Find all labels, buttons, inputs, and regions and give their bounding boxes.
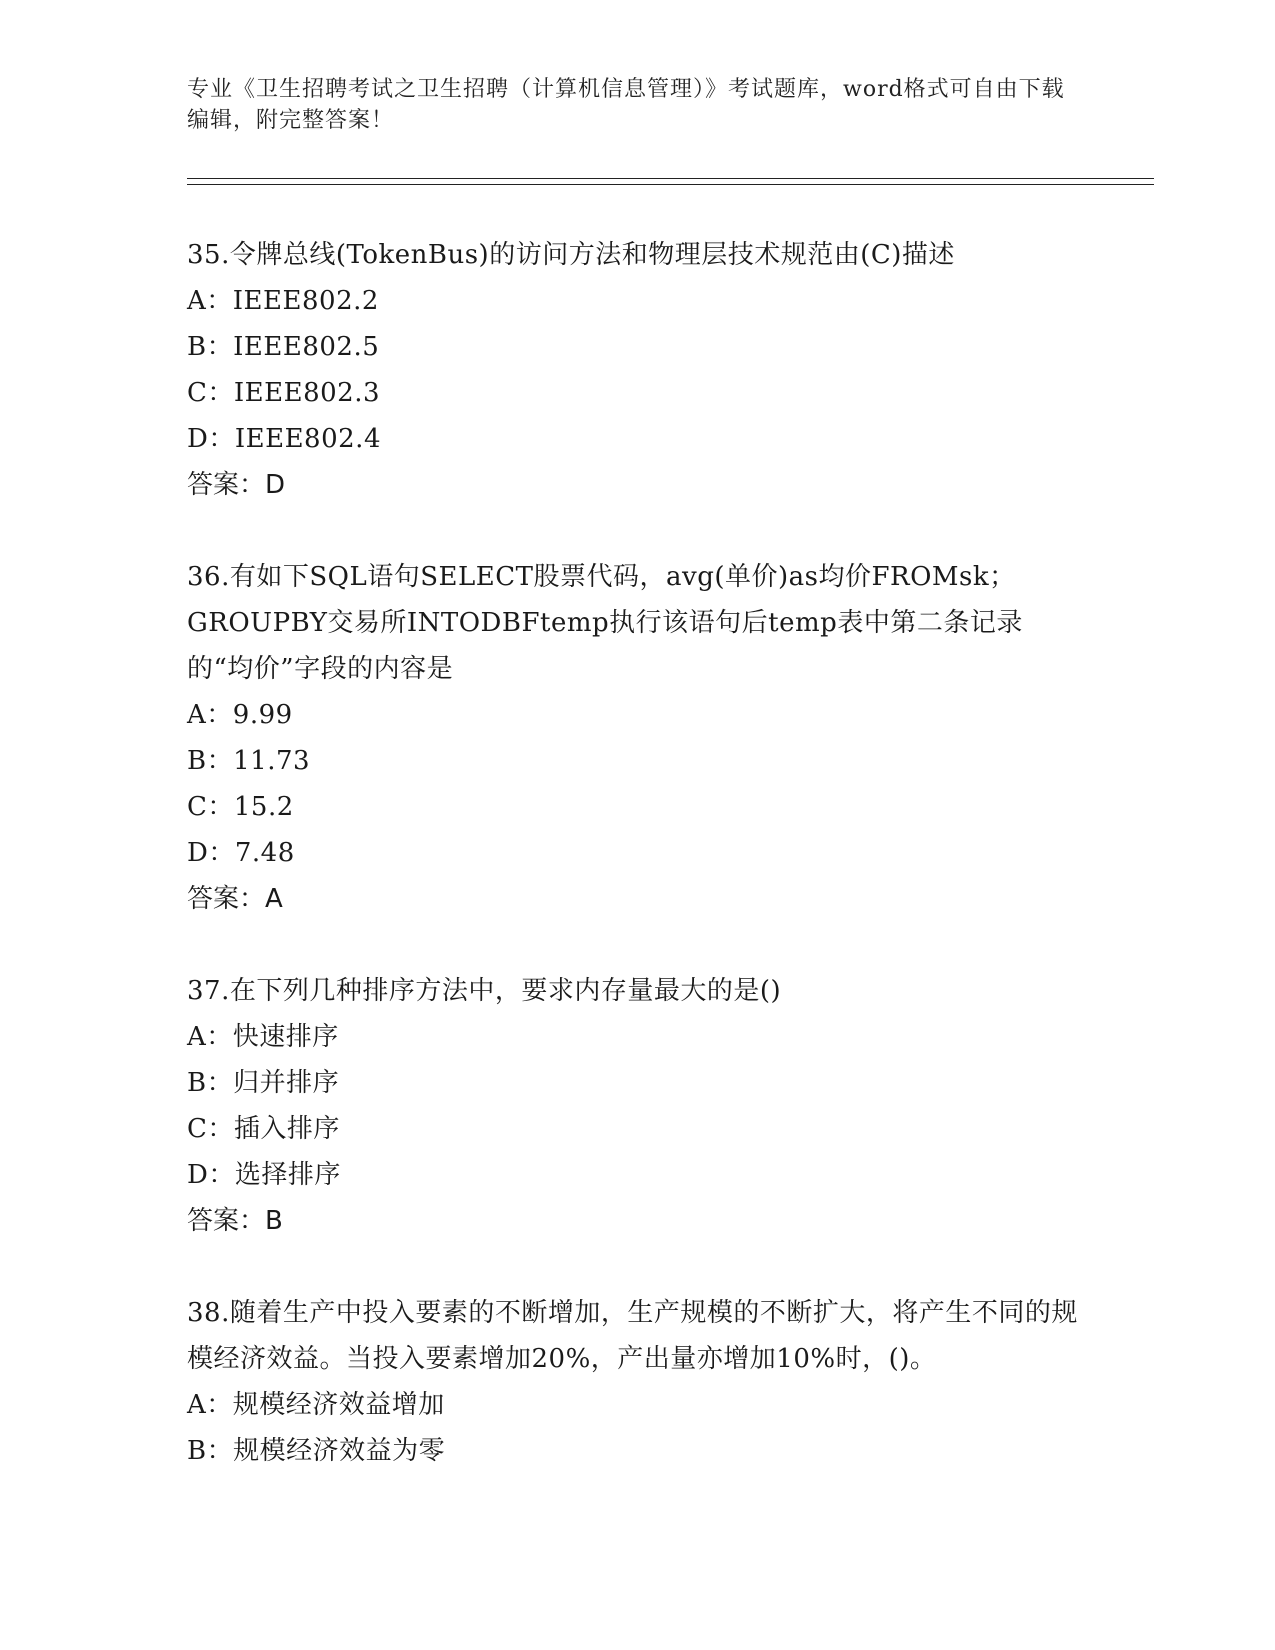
option-c: C：15.2: [187, 792, 294, 822]
header-divider-top: [187, 178, 1154, 179]
option-b: B：规模经济效益为零: [187, 1436, 446, 1466]
answer-line: 答案：A: [187, 884, 283, 914]
header-note: 专业《卫生招聘考试之卫生招聘（计算机信息管理）》考试题库，word格式可自由下载编辑，附完整答案！: [187, 77, 1065, 133]
answer-line: 答案：D: [187, 470, 286, 500]
option-d: D：IEEE802.4: [187, 424, 381, 454]
option-a: A：规模经济效益增加: [187, 1390, 445, 1420]
question-37: [187, 968, 1087, 1244]
option-a: A：快速排序: [187, 1022, 339, 1052]
option-b: B：11.73: [187, 746, 311, 776]
option-a: A：9.99: [187, 700, 293, 730]
option-b: B：归并排序: [187, 1068, 340, 1098]
option-c: C：IEEE802.3: [187, 378, 381, 408]
option-c: C：插入排序: [187, 1114, 340, 1144]
option-d: D：7.48: [187, 838, 295, 868]
option-b: B：IEEE802.5: [187, 332, 380, 362]
question-36: [187, 554, 1087, 922]
question-38: [187, 1290, 1087, 1474]
question-stem: 38.随着生产中投入要素的不断增加，生产规模的不断扩大，将产生不同的规模经济效益。当投入要素增加20%，产出量亦增加10%时，()。: [187, 1298, 1078, 1374]
question-35: [187, 232, 1087, 508]
option-a: A：IEEE802.2: [187, 286, 379, 316]
header-divider-bottom: [187, 184, 1154, 185]
option-d: D：选择排序: [187, 1160, 341, 1190]
answer-line: 答案：B: [187, 1206, 283, 1236]
question-list: [187, 232, 1087, 1474]
question-stem: 35.令牌总线(TokenBus)的访问方法和物理层技术规范由(C)描述: [187, 240, 955, 270]
question-stem: 36.有如下SQL语句SELECT股票代码，avg(单价)as均价FROMsk；GROUPBY交易所INTODBFtemp执行该语句后temp表中第二条记录的“均价”字段的内容是: [187, 562, 1023, 684]
question-stem: 37.在下列几种排序方法中，要求内存量最大的是(): [187, 976, 782, 1006]
